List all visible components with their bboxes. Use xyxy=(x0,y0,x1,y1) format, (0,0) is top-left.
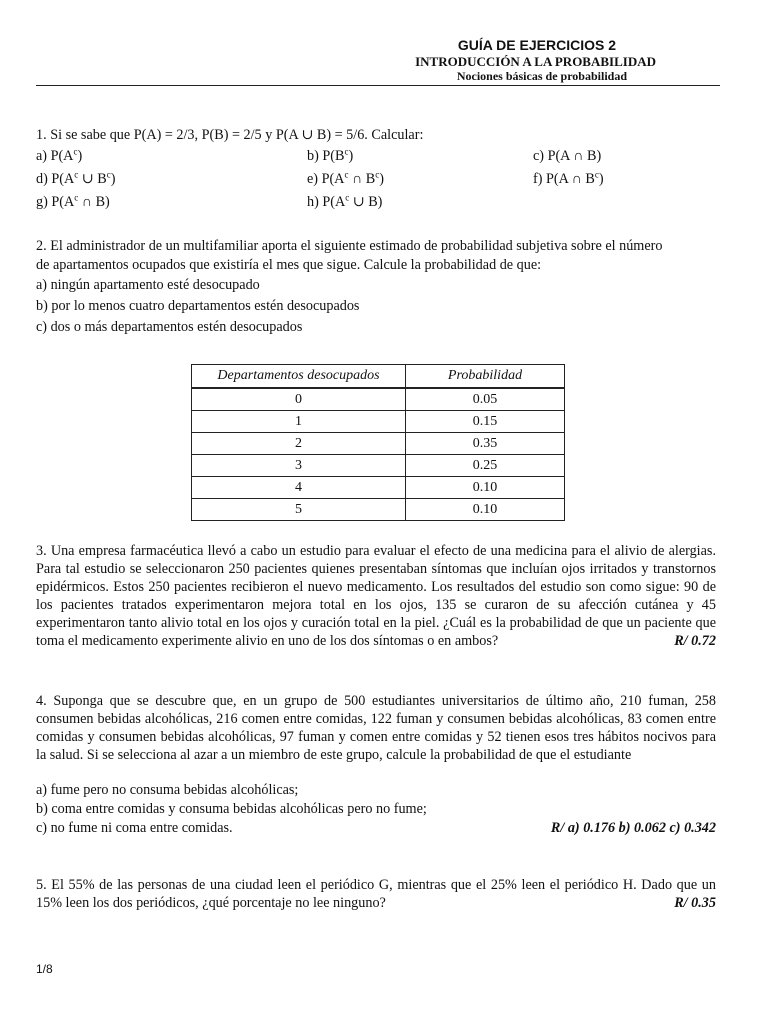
document-header xyxy=(36,37,720,84)
table-header-vacant: Departamentos desocupados xyxy=(192,365,406,389)
table-row xyxy=(192,477,565,499)
question-5 xyxy=(36,876,716,912)
question-3-text: 3. Una empresa farmacéutica llevó a cabo un estudio para evaluar el efecto de una medicina para el alivio de alergias. Para tal estudio se seleccionaron 250 pacientes quienes presentaban síntomas que incluían ojos irritados y transtornos epidérmicos. Estos 250 pacientes recibieron el nuevo medicamento. Los resultados del estudio son como sigue: 90 de los pacientes tratados experimentaron mejora total en los ojos, 135 se curaron de su afección cutánea y 45 experimentaron tanto alivio total en los ojos y curación total en la piel. ¿Cuál es la probabilidad de que un paciente que toma el medicamento experimente alivio en uno de los dos síntomas o en ambos? xyxy=(36,543,716,649)
table-cell-vacant: 4 xyxy=(192,477,406,499)
table-header-probability: Probabilidad xyxy=(406,365,565,389)
question-1-statement: 1. Si se sabe que P(A) = 2/3, P(B) = 2/5 y P(A ∪ B) = 5/6. Calcular: xyxy=(36,127,424,143)
question-4-item-b: b) coma entre comidas y consuma bebidas alcohólicas pero no fume; xyxy=(36,801,427,817)
probability-table xyxy=(191,364,565,521)
q1-item-c: c) P(A ∩ B) xyxy=(533,148,602,164)
question-2 xyxy=(36,237,716,338)
table-header-row xyxy=(192,365,565,389)
question-1 xyxy=(36,126,716,214)
table-cell-probability: 0.25 xyxy=(406,455,565,477)
table-cell-probability: 0.05 xyxy=(406,388,565,411)
question-2-line-1: 2. El administrador de un multifamiliar aporta el siguiente estimado de probabilidad subjetiva sobre el número xyxy=(36,238,663,254)
q1-item-g: g) $P(A^c$ ∩ B) xyxy=(36,192,110,210)
question-4-item-c-row xyxy=(36,819,716,838)
question-2-item-c: c) dos o más departamentos estén desocupados xyxy=(36,319,303,335)
table-cell-vacant: 3 xyxy=(192,455,406,477)
question-5-answer: R/ 0.35 xyxy=(674,895,716,911)
question-4 xyxy=(36,692,716,838)
guide-title: GUÍA DE EJERCICIOS 2 xyxy=(457,37,616,53)
table-cell-probability: 0.15 xyxy=(406,411,565,433)
table-row xyxy=(192,499,565,521)
table-row xyxy=(192,411,565,433)
question-3 xyxy=(36,542,716,650)
question-4-answer: R/ a) 0.176 b) 0.062 c) 0.342 xyxy=(550,820,716,836)
table-cell-probability: 0.35 xyxy=(406,433,565,455)
question-2-item-a: a) ningún apartamento esté desocupado xyxy=(36,277,260,293)
table-cell-vacant: 0 xyxy=(192,388,406,411)
course-subtitle: INTRODUCCIÓN A LA PROBABILIDAD xyxy=(415,54,656,69)
table-cell-vacant: 5 xyxy=(192,499,406,521)
question-5-text: 5. El 55% de las personas de una ciudad leen el periódico G, mientras que el 25% leen el periódico H. Dado que un 15% leen los dos periódicos, ¿qué porcentaje no lee ninguno? xyxy=(36,877,716,911)
table-row xyxy=(192,455,565,477)
q1-item-a: a) $P(A^c)$ xyxy=(36,146,83,164)
table-row xyxy=(192,433,565,455)
table-cell-vacant: 1 xyxy=(192,411,406,433)
q1-item-h: h) $P(A^c$ ∪ B) xyxy=(307,192,383,210)
question-3-answer: R/ 0.72 xyxy=(674,633,716,649)
table-cell-probability: 0.10 xyxy=(406,499,565,521)
question-2-line-2: de apartamentos ocupados que existiría el mes que sigue. Calcule la probabilidad de que: xyxy=(36,257,542,273)
question-4-text: 4. Suponga que se descubre que, en un grupo de 500 estudiantes universitarios de último año, 210 fuman, 258 consumen bebidas alcohólicas, 216 comen entre comidas, 122 fuman y consumen bebidas alcohólicas, 83 comen entre comidas y consumen bebidas alcohólicas, 97 fuman y comen entre comidas y 52 tienen esos tres hábitos nocivos para la salud. Si se selecciona al azar a un miembro de este grupo, calcule la probabilidad de que el estudiante xyxy=(36,693,716,763)
question-2-item-b: b) por lo menos cuatro departamentos estén desocupados xyxy=(36,298,360,314)
question-4-item-a: a) fume pero no consuma bebidas alcohólicas; xyxy=(36,782,299,798)
question-1-items-row-3 xyxy=(36,191,716,214)
page-number: 1/8 xyxy=(36,962,53,976)
topic-title: Nociones básicas de probabilidad xyxy=(456,69,627,83)
table-cell-vacant: 2 xyxy=(192,433,406,455)
table-cell-probability: 0.10 xyxy=(406,477,565,499)
question-4-item-c: c) no fume ni coma entre comidas. xyxy=(36,820,233,836)
table-row xyxy=(192,388,565,411)
q1-item-d: d) $P(A^c$ ∪ $B^c$) xyxy=(36,169,116,187)
question-1-items-row-2 xyxy=(36,168,716,191)
question-1-items-row-1 xyxy=(36,145,716,168)
q1-item-f: f) P(A ∩ $B^c$) xyxy=(533,169,604,187)
q1-item-e: e) $P(A^c$ ∩ $B^c$) xyxy=(307,169,384,187)
header-divider xyxy=(36,85,720,86)
q1-item-b: b) $P(B^c)$ xyxy=(307,146,354,164)
